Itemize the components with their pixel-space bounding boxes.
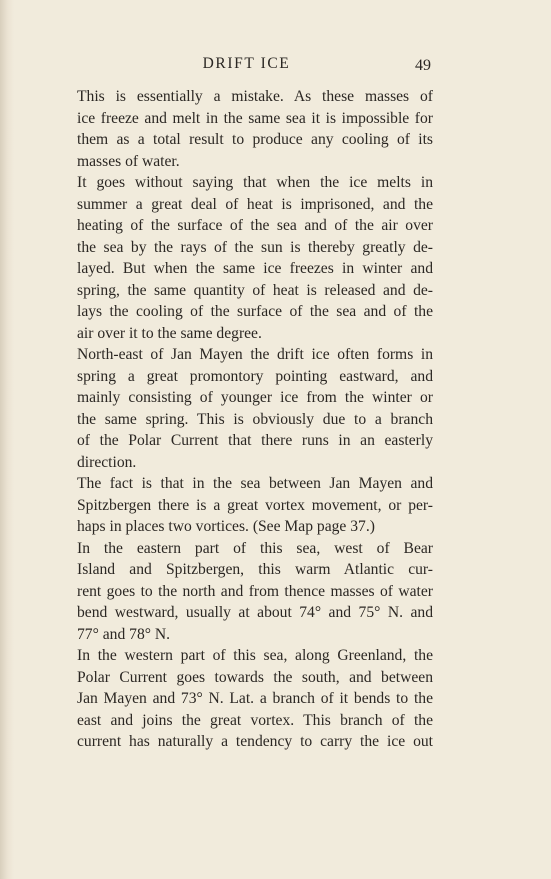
running-head (0, 54, 551, 76)
text-line: masses of water. (77, 152, 180, 170)
text-line: This is essentially a mistake. As these masses of (77, 88, 433, 105)
text-line: ice freeze and melt in the same sea it is impossible for (77, 109, 433, 127)
text-line: spring a great promontory pointing eastward, and (77, 367, 433, 385)
text-line: North-east of Jan Mayen the drift ice often forms in (77, 346, 433, 363)
text-line: bend westward, usually at about 74° and 75° N. and (77, 604, 433, 621)
text-line: spring, the same quantity of heat is released and de- (77, 281, 433, 299)
page-number: 49 (415, 57, 431, 74)
text-line: current has naturally a tendency to carry the ice out (77, 733, 433, 750)
text-line: layed. But when the same ice freezes in winter and (77, 260, 433, 277)
text-line: of the Polar Current that there runs in an easterly (77, 432, 433, 449)
text-line: haps in places two vortices. (See Map page 37.) (77, 518, 375, 535)
text-line: Spitzbergen there is a great vortex movement, or per- (77, 496, 433, 514)
text-line: Island and Spitzbergen, this warm Atlantic cur- (77, 561, 433, 578)
text-line: rent goes to the north and from thence masses of water (77, 582, 433, 600)
text-line: In the eastern part of this sea, west of Bear (77, 539, 433, 557)
text-line: direction. (77, 453, 137, 471)
text-line: heating of the surface of the sea and of the air over (77, 217, 433, 234)
text-line: 77° and 78° N. (77, 625, 171, 643)
text-line: the same spring. This is obviously due to a branch (77, 410, 433, 428)
text-line: mainly consisting of younger ice from the winter or (77, 389, 433, 406)
text-line: Polar Current goes towards the south, and between (77, 668, 433, 686)
text-line: summer a great deal of heat is imprisoned, and the (77, 195, 433, 213)
text-line: them as a total result to produce any cooling of its (77, 131, 433, 148)
text-line: air over it to the same degree. (77, 324, 262, 342)
text-line: the sea by the rays of the sun is thereby greatly de- (77, 238, 433, 256)
text-line: The fact is that in the sea between Jan Mayen and (77, 475, 433, 492)
text-line: Jan Mayen and 73° N. Lat. a branch of it bends to the (77, 690, 433, 707)
text-line: lays the cooling of the surface of the sea and of the (77, 303, 433, 320)
body-text (77, 86, 433, 753)
chapter-title: DRIFT ICE (202, 55, 291, 72)
text-line: It goes without saying that when the ice melts in (77, 174, 433, 191)
text-line: east and joins the great vortex. This branch of the (77, 711, 433, 729)
page-gutter-shadow (0, 0, 14, 879)
text-line: In the western part of this sea, along Greenland, the (77, 647, 433, 664)
